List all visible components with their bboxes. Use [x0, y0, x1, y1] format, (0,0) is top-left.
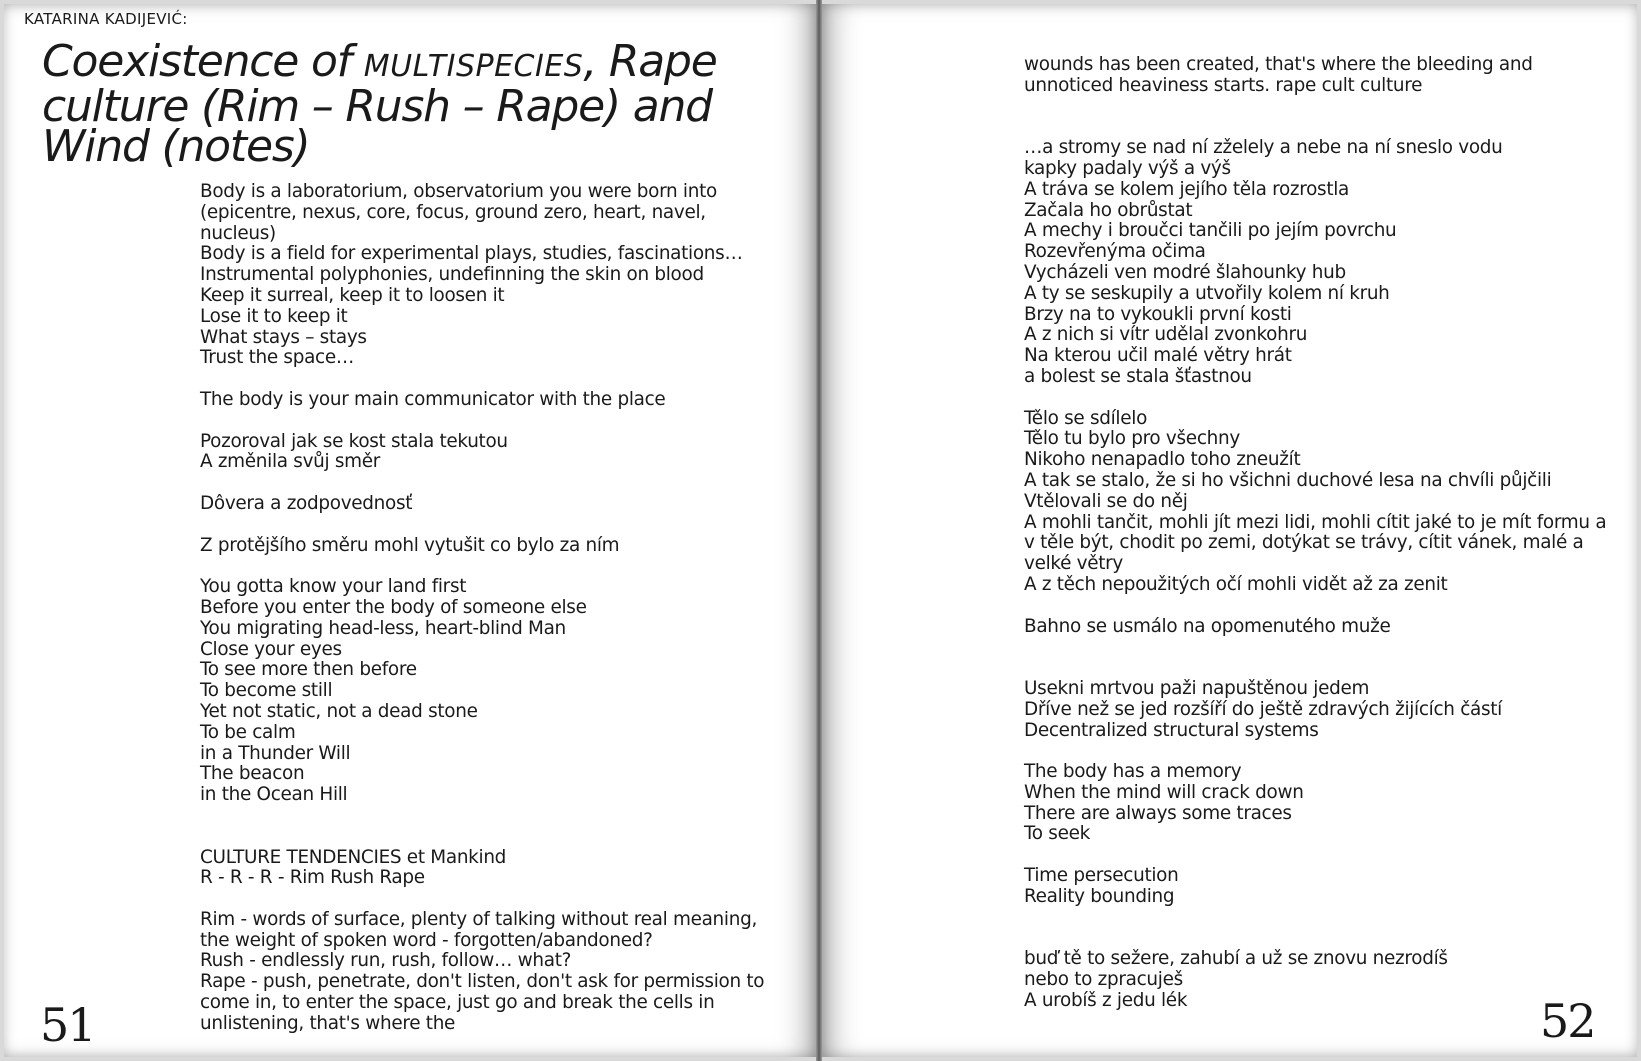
- right-page: [822, 4, 1637, 1057]
- left-page: [4, 4, 816, 1057]
- title-caps: MULTISPECIES: [363, 49, 584, 84]
- author-name: KATARINA KADIJEVIĆ:: [24, 10, 188, 28]
- left-body-text: Body is a laboratorium, observatorium you were born into (epicentre, nexus, core, focus, ground zero, heart, navel, nucleus) Body is a field for experimental plays, studies, fascinations… Instrumental polyphonies, undefinning the skin on blood Keep it surreal, keep it to loosen it Lose it to keep it What stays – stays Trust the space… The body is your main communicator with the place Pozoroval jak se kost stala tekutou A změnila svůj směr Dôvera a zodpovednosť Z protějšího směru mohl vytušit co bylo za ním You gotta know your land first Before you enter the body of someone else You migrating head-less, heart-blind Man Close your eyes To see more then before To become still Yet not static, not a dead stone To be calm in a Thunder Will The beacon in the Ocean Hill CULTURE TENDENCIES et Mankind R - R - R - Rim Rush Rape Rim - words of surface, plenty of talking without real meaning, the weight of spoken word - forgotten/abandoned? Rush - endlessly run, rush, follow… what? Rape - push, penetrate, don't listen, don't ask for permission to come in, to enter the space, just go and break the cells in unlistening, that's where the: [200, 181, 765, 1034]
- page-number-left: 51: [40, 998, 95, 1052]
- page-number-right: 52: [1540, 994, 1595, 1048]
- title-part-1: Coexistence of: [42, 36, 364, 87]
- right-body-text: wounds has been created, that's where the bleeding and unnoticed heaviness starts. rape cult culture …a stromy se nad ní zželely a nebe na ní sneslo vodu kapky padaly výš a výš A tráva se kolem jejího těla rozrostla Začala ho obrůstat A mechy i broučci tančili po jejím povrchu Rozevřenýma očima Vycházeli ven modré šlahounky hub A ty se seskupily a utvořily kolem ní kruh Brzy na to vykoukli první kosti A z nich si vítr udělal zvonkohru Na kterou učil malé větry hrát a bolest se stala šťastnou Tělo se sdílelo Tělo tu bylo pro všechny Nikoho nenapadlo toho zneužít A tak se stalo, že si ho všichni duchové lesa na chvíli půjčili Vtělovali se do něj A mohli tančit, mohli jít mezi lidi, mohli cítit jaké to je mít formu a v těle být, chodit po zemi, dotýkat se trávy, cítit vánek, malé a velké větry A z těch nepoužitých očí mohli vidět až za zenit Bahno se usmálo na opomenutého muže Usekni mrtvou paži napuštěnou jedem Dříve než se jed rozšíří do ještě zdravých žijících částí Decentralized structural systems The body has a memory When the mind will crack down There are always some traces To seek Time persecution Reality bounding buď tě to sežere, zahubí a už se znovu nezrodíš nebo to zpracuješ A urobíš z jedu lék: [1024, 54, 1607, 1011]
- title-part-2: , Rape culture (Rim – Rush – Rape) and Wind (notes): [42, 36, 717, 172]
- article-title: [42, 36, 782, 172]
